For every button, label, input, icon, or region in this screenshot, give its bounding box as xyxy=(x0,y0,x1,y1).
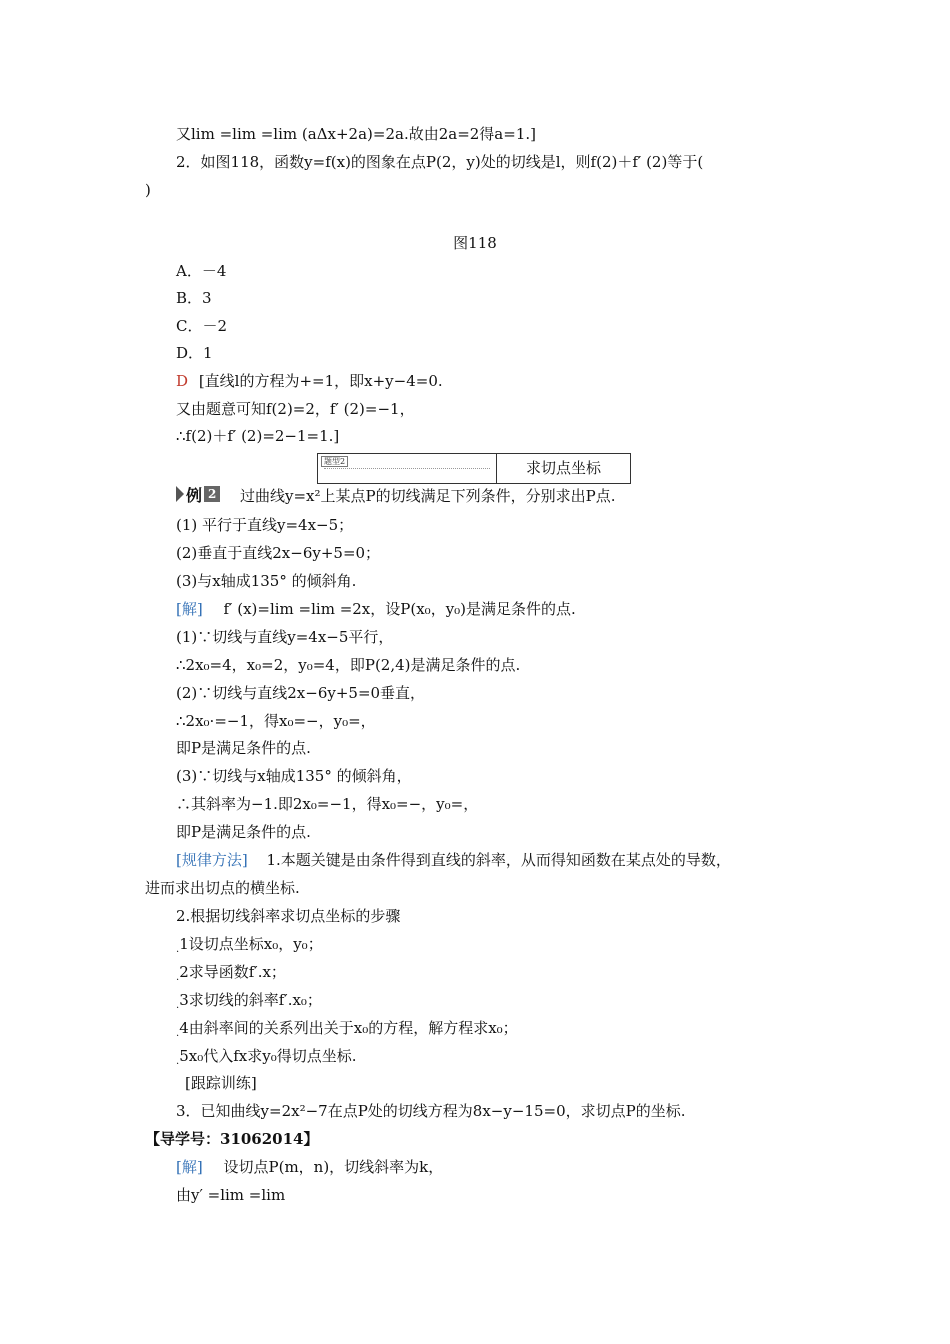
answer-letter: D xyxy=(176,372,189,390)
example-badge xyxy=(176,484,220,504)
step-4: $_.$4由斜率间的关系列出关于x₀的方程，解方程求x₀； xyxy=(176,1019,518,1039)
step-text: 5x₀代入fx求y₀得切点坐标. xyxy=(179,1047,357,1065)
section-tag-area xyxy=(318,454,497,483)
solution-label: [解] xyxy=(176,1158,203,1176)
practice-header: [跟踪训练] xyxy=(185,1074,257,1092)
section-tag: 题型2 xyxy=(321,456,348,467)
text-line: ) xyxy=(145,181,151,199)
step-text: 2求导函数f′.x； xyxy=(179,963,286,981)
text-line: ∴2x₀·=−1，得x₀=−，y₀=， xyxy=(176,712,376,730)
condition-3: (3)与x轴成135° 的倾斜角. xyxy=(176,572,357,590)
step-text: 3求切线的斜率f′.x₀； xyxy=(179,991,322,1009)
question-3: 3．已知曲线y=2x²−7在点P处的切线方程为8x−y−15=0，求切点P的坐标. xyxy=(176,1102,686,1120)
example-word: 例 xyxy=(186,485,203,505)
answer-text: [直线l的方程为+=1，即x+y−4=0. xyxy=(198,372,443,390)
guide-number: 【导学号：31062014】 xyxy=(145,1130,319,1148)
figure-caption: 图118 xyxy=(453,234,497,252)
text-line: 即P是满足条件的点. xyxy=(176,739,311,757)
step-5: $_.$5x₀代入fx求y₀得切点坐标. xyxy=(176,1047,357,1067)
text-line: ∴f(2)＋f′ (2)=2−1=1.] xyxy=(176,427,340,445)
text-line: 由y′ =lim =lim xyxy=(176,1186,286,1204)
step-text: 1设切点坐标x₀，y₀； xyxy=(179,935,323,953)
solution-text: f′ (x)=lim =lim =2x，设P(x₀，y₀)是满足条件的点. xyxy=(223,600,576,618)
step-3: $_.$3求切线的斜率f′.x₀； xyxy=(176,991,322,1011)
text-line: 又lim =lim =lim (aΔx+2a)=2a.故由2a=2得a=1.] xyxy=(176,125,536,143)
text-line: (1)∵切线与直线y=4x−5平行， xyxy=(176,628,394,646)
method-label: [规律方法] xyxy=(176,851,248,869)
practice-solution-line xyxy=(176,1157,443,1177)
step-text: 4由斜率间的关系列出关于x₀的方程，解方程求x₀； xyxy=(179,1019,518,1037)
text-line: 又由题意可知f(2)=2，f′ (2)=−1， xyxy=(176,400,415,418)
option-b: B．3 xyxy=(176,289,212,307)
example-number: 2 xyxy=(204,486,220,502)
text-line: ∴2x₀=4，x₀=2，y₀=4，即P(2,4)是满足条件的点. xyxy=(176,656,521,674)
solution-label: [解] xyxy=(176,600,203,618)
text-line: (3)∵切线与x轴成135° 的倾斜角， xyxy=(176,767,412,785)
arrow-icon xyxy=(176,486,184,502)
method-text: 1.本题关键是由条件得到直线的斜率，从而得知函数在某点处的导数， xyxy=(266,851,731,869)
condition-1: (1) 平行于直线y=4x−5； xyxy=(176,516,354,534)
section-title: 求切点坐标 xyxy=(525,459,601,477)
method-line xyxy=(176,850,731,870)
option-a: A．－4 xyxy=(176,262,227,280)
step-1: $_.$1设切点坐标x₀，y₀； xyxy=(176,935,323,955)
answer-line xyxy=(176,371,443,391)
solution-text: 设切点P(m，n)，切线斜率为k， xyxy=(223,1158,444,1176)
solution-line xyxy=(176,599,576,619)
text-line: (2)∵切线与直线2x−6y+5=0垂直， xyxy=(176,684,426,702)
text-line: 即P是满足条件的点. xyxy=(176,823,311,841)
text-line: 2.根据切线斜率求切点坐标的步骤 xyxy=(176,907,401,925)
text-line: ∴其斜率为−1.即2x₀=−1，得x₀=−，y₀=， xyxy=(176,795,479,813)
option-c: C．－2 xyxy=(176,317,228,335)
text-line: 进而求出切点的横坐标. xyxy=(145,879,300,897)
section-title-box xyxy=(317,453,631,484)
question-2: 2．如图118，函数y=f(x)的图象在点P(2，y)处的切线是l，则f(2)＋f′ (2)等于( xyxy=(176,153,704,171)
option-d: D．1 xyxy=(176,344,213,362)
divider xyxy=(324,468,490,469)
step-2: $_.$2求导函数f′.x； xyxy=(176,963,286,983)
example-stem: 过曲线y=x²上某点P的切线满足下列条件，分别求出P点. xyxy=(240,487,616,505)
condition-2: (2)垂直于直线2x−6y+5=0； xyxy=(176,544,381,562)
